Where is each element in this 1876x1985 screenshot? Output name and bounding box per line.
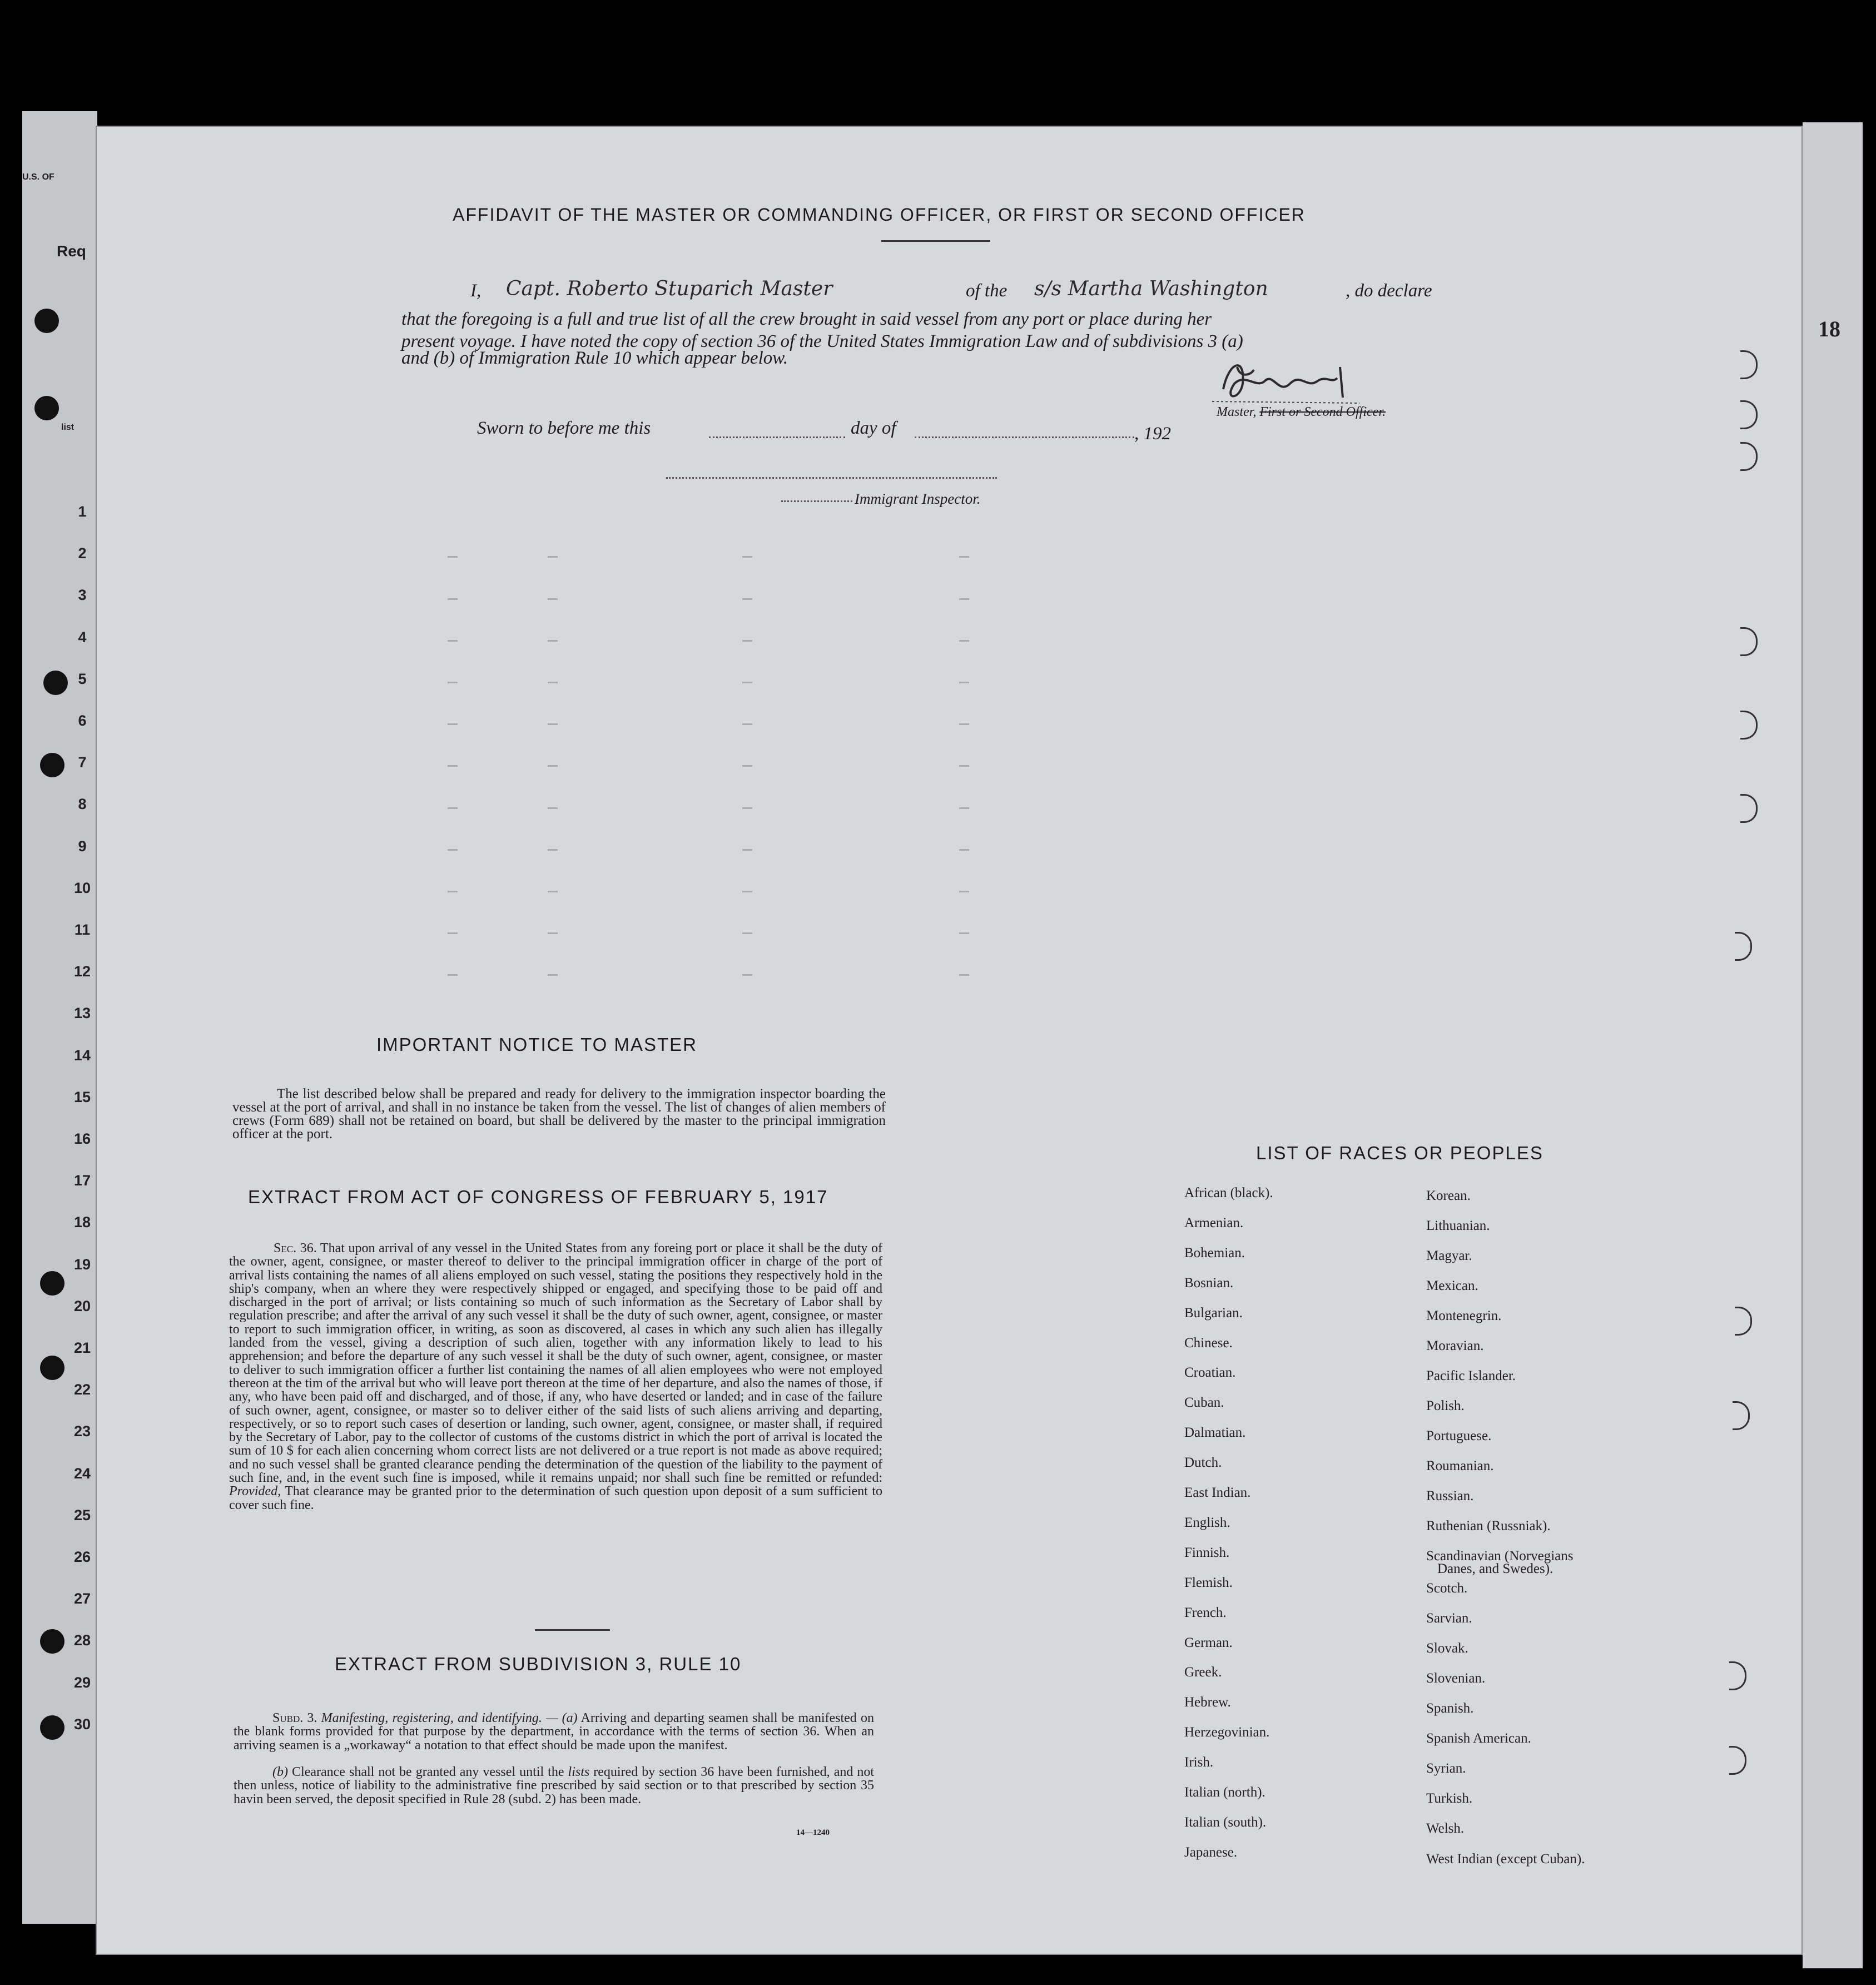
inspector-blank-lead (781, 500, 852, 502)
affidavit-sheet (96, 126, 1803, 1955)
margin-line-number: 1 (78, 503, 87, 520)
race-item: Flemish. (1184, 1575, 1233, 1590)
inspector-signature-blank (666, 477, 997, 479)
margin-line-number: 17 (73, 1172, 91, 1189)
margin-line-number: 23 (73, 1423, 91, 1440)
race-item: West Indian (except Cuban). (1426, 1852, 1585, 1867)
margin-line-number: 7 (78, 754, 87, 771)
bleed-tick (959, 932, 969, 934)
bleed-tick (448, 682, 458, 683)
binder-hole (34, 396, 59, 420)
form-number: 14—1240 (796, 1828, 830, 1837)
race-item: German. (1184, 1635, 1233, 1650)
binder-hole (40, 1715, 64, 1740)
margin-line-number: 24 (73, 1465, 91, 1482)
margin-line-number: 4 (78, 628, 87, 646)
bleed-tick (448, 640, 458, 642)
act-text (229, 1242, 882, 1512)
rule-heading: EXTRACT FROM SUBDIVISION 3, RULE 10 (335, 1654, 742, 1674)
margin-line-number: 22 (73, 1381, 91, 1398)
race-item: Pacific Islander. (1426, 1368, 1516, 1383)
bleed-tick (959, 974, 969, 976)
margin-line-number: 20 (73, 1297, 91, 1314)
bleed-tick (959, 807, 969, 809)
affidavit-suffix: , do declare (1346, 281, 1432, 301)
bleed-tick (742, 974, 752, 976)
affidavit-heading: AFFIDAVIT OF THE MASTER OR COMMANDING OFFICER, OR FIRST OR SECOND OFFICER (453, 205, 1306, 225)
rule-para-a-label: — (a) (546, 1711, 578, 1725)
affidavit-prefix: I, (470, 281, 482, 301)
bleed-tick (548, 974, 558, 976)
race-item: Moravian. (1426, 1338, 1484, 1353)
margin-line-number: 27 (73, 1590, 91, 1607)
race-item: Japanese. (1184, 1844, 1238, 1860)
margin-line-number: 13 (73, 1005, 91, 1022)
bleed-tick (742, 891, 752, 892)
affidavit-line-3: present voyage. I have noted the copy of section 36 of the United States Immigration Law and of subdivisions 3 (a) (401, 331, 1243, 351)
bleed-tick (448, 974, 458, 976)
bleed-tick (548, 556, 558, 558)
margin-line-number: 5 (78, 670, 87, 687)
bleed-tick (959, 849, 969, 851)
margin-line-number: 6 (78, 712, 87, 729)
act-section-label: Sec. 36. (274, 1241, 317, 1255)
race-item: Italian (north). (1184, 1785, 1265, 1800)
binder-hole (43, 671, 68, 695)
race-item: Scandinavian (Norvegians (1426, 1549, 1574, 1564)
bleed-tick (448, 556, 458, 558)
rule-para-b (234, 1765, 874, 1806)
sworn-day: day of (851, 418, 896, 438)
race-item: East Indian. (1184, 1485, 1251, 1500)
bleed-tick (448, 891, 458, 892)
race-item: Slovenian. (1426, 1671, 1486, 1686)
race-item: Chinese. (1184, 1335, 1233, 1351)
sworn-prefix: Sworn to before me this (477, 418, 651, 438)
rule-para-b-label: (b) (272, 1765, 288, 1779)
rule-para-b-lists: lists (568, 1765, 590, 1779)
margin-line-number: 9 (78, 837, 87, 855)
race-item: Montenegrin. (1426, 1308, 1502, 1323)
margin-line-number: 15 (73, 1088, 91, 1105)
race-item: Slovak. (1426, 1641, 1468, 1656)
master-signature (1212, 350, 1362, 411)
margin-line-number: 30 (73, 1715, 91, 1733)
margin-label-us: U.S. OF (22, 172, 54, 182)
underlying-sheet-edge-right (1803, 122, 1863, 1968)
race-item: Bulgarian. (1184, 1305, 1243, 1321)
margin-line-number: 3 (78, 587, 87, 604)
rule-para-b-2: required by section 36 have been furnished, and not then unless, notice of liability to the administrative fine prescribed by said section or to that prescribed by section 35 havin been served, the deposit specified in Rule 28 (subd. 2) has been made. (234, 1765, 875, 1807)
race-item: Korean. (1426, 1188, 1471, 1203)
margin-line-number: 26 (73, 1549, 91, 1565)
margin-line-number: 10 (73, 879, 91, 896)
binder-hole (34, 309, 59, 333)
bleed-tick (742, 640, 752, 642)
bleed-tick (548, 682, 558, 683)
bleed-tick (742, 765, 752, 767)
race-item: Dalmatian. (1184, 1425, 1246, 1441)
race-item: Bosnian. (1184, 1275, 1234, 1291)
margin-label-req: Req (57, 242, 86, 260)
bleed-tick (448, 807, 458, 809)
notice-heading: IMPORTANT NOTICE TO MASTER (376, 1034, 698, 1055)
race-item: Bohemian. (1184, 1245, 1245, 1261)
bleed-tick (959, 556, 969, 558)
bleed-tick (959, 640, 969, 642)
signature-caption (1217, 405, 1386, 420)
race-item: Sarvian. (1426, 1611, 1472, 1626)
rule-para-a (234, 1711, 874, 1752)
race-item: Greek. (1184, 1665, 1222, 1680)
notice-text: The list described below shall be prepared and ready for delivery to the immigration inspector boarding the vessel at the port of arrival, and shall in no instance be taken from the vessel. The list of changes of alien members of crews (Form 689) shall not be retained on board, but shall be delivered by the master to the principal immigration officer at the port. (232, 1086, 886, 1142)
race-item: Danes, and Swedes). (1437, 1561, 1554, 1576)
race-item: Turkish. (1426, 1791, 1473, 1806)
sworn-month-blank (915, 436, 1134, 438)
race-item: Mexican. (1426, 1278, 1478, 1293)
margin-line-number: 29 (73, 1674, 91, 1691)
margin-line-number: 11 (74, 921, 91, 938)
bleed-tick (448, 723, 458, 725)
margin-line-number: 19 (73, 1255, 91, 1273)
race-item: Dutch. (1184, 1455, 1222, 1471)
bleed-tick (548, 723, 558, 725)
bleed-tick (742, 849, 752, 851)
bleed-tick (959, 598, 969, 600)
bleed-tick (742, 598, 752, 600)
bleed-tick (742, 556, 752, 558)
bleed-tick (548, 807, 558, 809)
race-item: Polish. (1426, 1398, 1465, 1413)
margin-line-number: 28 (73, 1632, 91, 1649)
race-item: Ruthenian (Russniak). (1426, 1518, 1551, 1534)
bleed-tick (742, 723, 752, 725)
act-heading: EXTRACT FROM ACT OF CONGRESS OF FEBRUARY 5, 1917 (248, 1187, 828, 1207)
race-item: Welsh. (1426, 1821, 1465, 1836)
binder-hole (40, 753, 64, 777)
race-item: Armenian. (1184, 1215, 1244, 1230)
bleed-tick (448, 849, 458, 851)
race-item: Portuguese. (1426, 1428, 1492, 1443)
margin-line-number: 8 (78, 796, 87, 813)
binder-hole (40, 1356, 64, 1380)
signature-caption-struck: First or Second Officer. (1259, 405, 1386, 419)
rule-subd-title: Manifesting, registering, and identifying. (321, 1711, 542, 1725)
margin-line-number: 12 (73, 963, 91, 980)
race-item: African (black). (1184, 1185, 1273, 1200)
race-item: Russian. (1426, 1488, 1474, 1503)
race-item: Magyar. (1426, 1248, 1472, 1263)
rule-subd-label: Subd. 3. (272, 1711, 317, 1725)
vessel-name-handwritten: s/s Martha Washington (1034, 277, 1268, 300)
race-item: Syrian. (1426, 1761, 1466, 1776)
bleed-tick (548, 891, 558, 892)
heading-rule (881, 240, 990, 242)
margin-line-number: 14 (73, 1046, 91, 1064)
bleed-tick (448, 765, 458, 767)
bleed-tick (548, 765, 558, 767)
binder-hole (40, 1271, 64, 1296)
inspector-caption: Immigrant Inspector. (855, 490, 981, 507)
bleed-tick (548, 849, 558, 851)
race-item: Herzegovinian. (1184, 1725, 1270, 1740)
affidavit-line-2: that the foregoing is a full and true list of all the crew brought in said vessel from any port or place during her (401, 309, 1212, 329)
margin-line-number: 18 (73, 1214, 91, 1231)
race-item: Hebrew. (1184, 1695, 1231, 1710)
bleed-tick (448, 932, 458, 934)
race-item: Scotch. (1426, 1581, 1468, 1596)
binder-hole (40, 1629, 64, 1654)
race-item: Croatian. (1184, 1365, 1236, 1381)
bleed-tick (548, 640, 558, 642)
bleed-tick (742, 932, 752, 934)
affidavit-line-4: and (b) of Immigration Rule 10 which appear below. (401, 348, 788, 368)
race-item: Cuban. (1184, 1395, 1224, 1411)
bleed-tick (742, 807, 752, 809)
page-number: 18 (1818, 316, 1840, 341)
act-rule (535, 1629, 610, 1631)
race-item: Spanish. (1426, 1701, 1474, 1716)
bleed-tick (959, 765, 969, 767)
bleed-tick (959, 682, 969, 683)
affidavit-mid: of the (966, 281, 1008, 301)
race-item: Lithuanian. (1426, 1218, 1490, 1233)
bleed-tick (742, 682, 752, 683)
race-item: Italian (south). (1184, 1814, 1267, 1830)
act-body: That upon arrival of any vessel in the United States from any foreing port or place it shall be the duty of the owner, agent, consignee, or master thereof to deliver to the principal immigration officer in charge of the port of arrival lists containing the names of all aliens employed on such vessel, stating the positions they respectively hold in the ship's company, when an where they were respectively shipped or engaged, and specifying those to be paid off and discharged in the port of arrival; or lists containing so much of such information as the Secretary of Labor shall by regulation prescribe; and after the arrival of any such vessel it shall be the duty of such owner, agent, consignee, or master to report to such immigration officer, in writing, as soon as discovered, al cases in which any such alien has illegally landed from the vessel, giving a description of such alien, together with any information likely to lead to his apprehension; and before the departure of any such vessel it shall be the duty of such owner, agent, consignee, or master to deliver to such immigration officer a further list containing the names of all alien employees who were not employed thereon at the tim of the arrival but who will leave port thereon at the time of her departure, and also the names of those, if any, who have been paid off and discharged, and of those, if any, who have deserted or landed; and in case of the failure of such owner, agent, consignee, or master so to deliver either of the said lists of such aliens arriving and departing, respectively, or so to report such cases of desertion or landing, such owner, agent, consignee, or master shall, if required by the Secretary of Labor, pay to the collector of customs of the customs district in which the port of arrival is located the sum of 10 $ for each alien concerning whom correct lists are not delivered or a true report is not made as above required; and no such vessel shall be granted clearance pending the determination of the question of the liability to the payment of such fine, and, in the event such fine is imposed, while it remains unpaid; nor shall such fine be remitted or refunded: (229, 1241, 882, 1486)
act-provided-label: Provided, (229, 1484, 281, 1499)
bleed-tick (959, 891, 969, 892)
race-item: French. (1184, 1605, 1227, 1620)
race-item: Irish. (1184, 1755, 1214, 1770)
margin-line-number: 16 (73, 1130, 91, 1147)
margin-label-list: list (61, 423, 75, 432)
margin-line-number: 21 (73, 1339, 91, 1356)
race-item: English. (1184, 1515, 1230, 1530)
bleed-tick (548, 932, 558, 934)
bleed-tick (548, 598, 558, 600)
sworn-day-blank (709, 436, 845, 438)
sworn-year: , 192 (1134, 424, 1171, 444)
races-heading: LIST OF RACES OR PEOPLES (1256, 1143, 1544, 1163)
bleed-tick (448, 598, 458, 600)
rule-para-b-1: Clearance shall not be granted any vessel until the (292, 1765, 564, 1779)
act-provided-text: That clearance may be granted prior to the determination of such question upon deposit of a sum sufficient to cover such fine. (229, 1484, 882, 1512)
rule-para-a-text: Arriving and departing seamen shall be manifested on the blank forms provided for that purpose by the department, in accordance with the terms of section 36. When an arriving seamen is a „workaway“ a notation to that effect should be made upon the manifest. (234, 1711, 874, 1753)
master-name-handwritten: Capt. Roberto Stuparich Master (506, 277, 833, 300)
race-item: Spanish American. (1426, 1731, 1531, 1746)
race-item: Finnish. (1184, 1545, 1230, 1560)
margin-line-number: 25 (73, 1506, 91, 1524)
race-item: Roumanian. (1426, 1458, 1494, 1473)
signature-caption-master: Master, (1217, 405, 1257, 419)
margin-line-number: 2 (78, 545, 87, 562)
bleed-tick (959, 723, 969, 725)
